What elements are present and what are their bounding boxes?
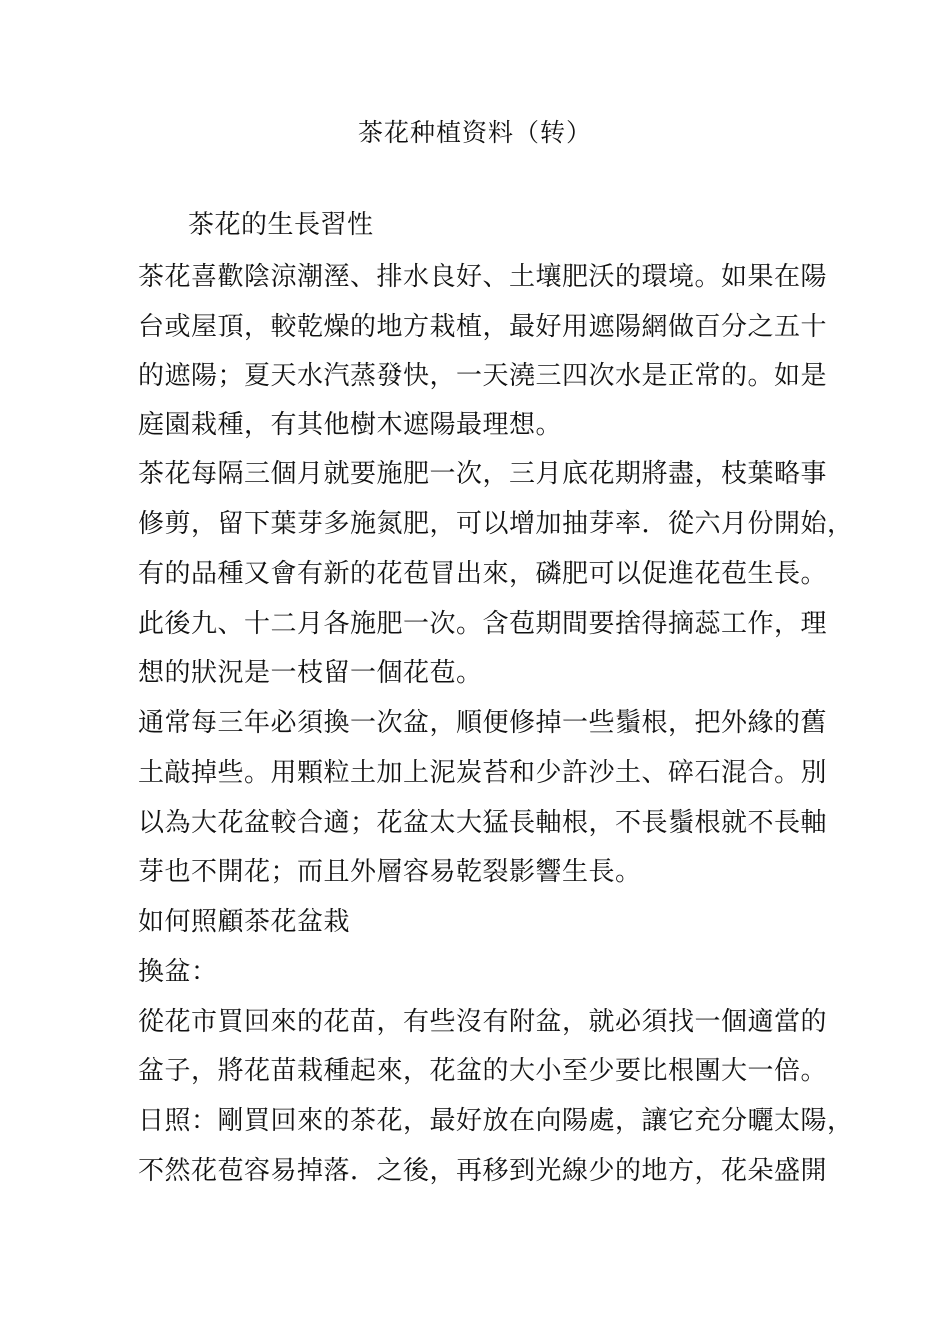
- text-line: 有的品種又會有新的花苞冒出來，磷肥可以促進花苞生長。: [138, 559, 828, 589]
- text-line: 台或屋頂，較乾燥的地方栽植，最好用遮陽網做百分之五十: [138, 312, 828, 342]
- text-line: 的遮陽；夏天水汽蒸發快，一天澆三四次水是正常的。如是: [138, 361, 828, 391]
- text-line: 通常每三年必須換一次盆，順便修掉一些鬚根，把外緣的舊: [138, 708, 828, 738]
- text-line: 不然花苞容易掉落．之後，再移到光線少的地方，花朵盛開: [138, 1156, 828, 1186]
- text-line: 日照：剛買回來的茶花，最好放在向陽處，讓它充分曬太陽，: [138, 1106, 854, 1136]
- text-line: 土敲掉些。用顆粒土加上泥炭苔和少許沙土、碎石混合。別: [138, 758, 828, 788]
- text-line: 盆子，將花苗栽種起來，花盆的大小至少要比根團大一倍。: [138, 1056, 828, 1086]
- subheading-repotting: 換盆：: [138, 957, 218, 987]
- text-line: 茶花喜歡陰涼潮溼、排水良好、土壤肥沃的環境。如果在陽: [138, 262, 828, 292]
- text-line: 庭園栽種，有其他樹木遮陽最理想。: [138, 410, 563, 440]
- text-line: 修剪，留下葉芽多施氮肥，可以增加抽芽率．從六月份開始，: [138, 509, 854, 539]
- section-heading-growth-habits: 茶花的生長習性: [188, 210, 374, 240]
- text-line: 此後九、十二月各施肥一次。含苞期間要捨得摘蕊工作，理: [138, 609, 828, 639]
- text-line: 想的狀況是一枝留一個花苞。: [138, 658, 483, 688]
- text-line: 茶花每隔三個月就要施肥一次，三月底花期將盡，枝葉略事: [138, 459, 828, 489]
- text-line: 從花市買回來的花苗，有些沒有附盆，就必須找一個適當的: [138, 1007, 828, 1037]
- document-title: 茶花种植资料（转）: [357, 118, 592, 147]
- text-line: 芽也不開花；而且外層容易乾裂影響生長。: [138, 857, 642, 887]
- section-heading-pot-care: 如何照顧茶花盆栽: [138, 907, 351, 937]
- text-line: 以為大花盆較合適；花盆太大猛長軸根，不長鬚根就不長軸: [138, 808, 828, 838]
